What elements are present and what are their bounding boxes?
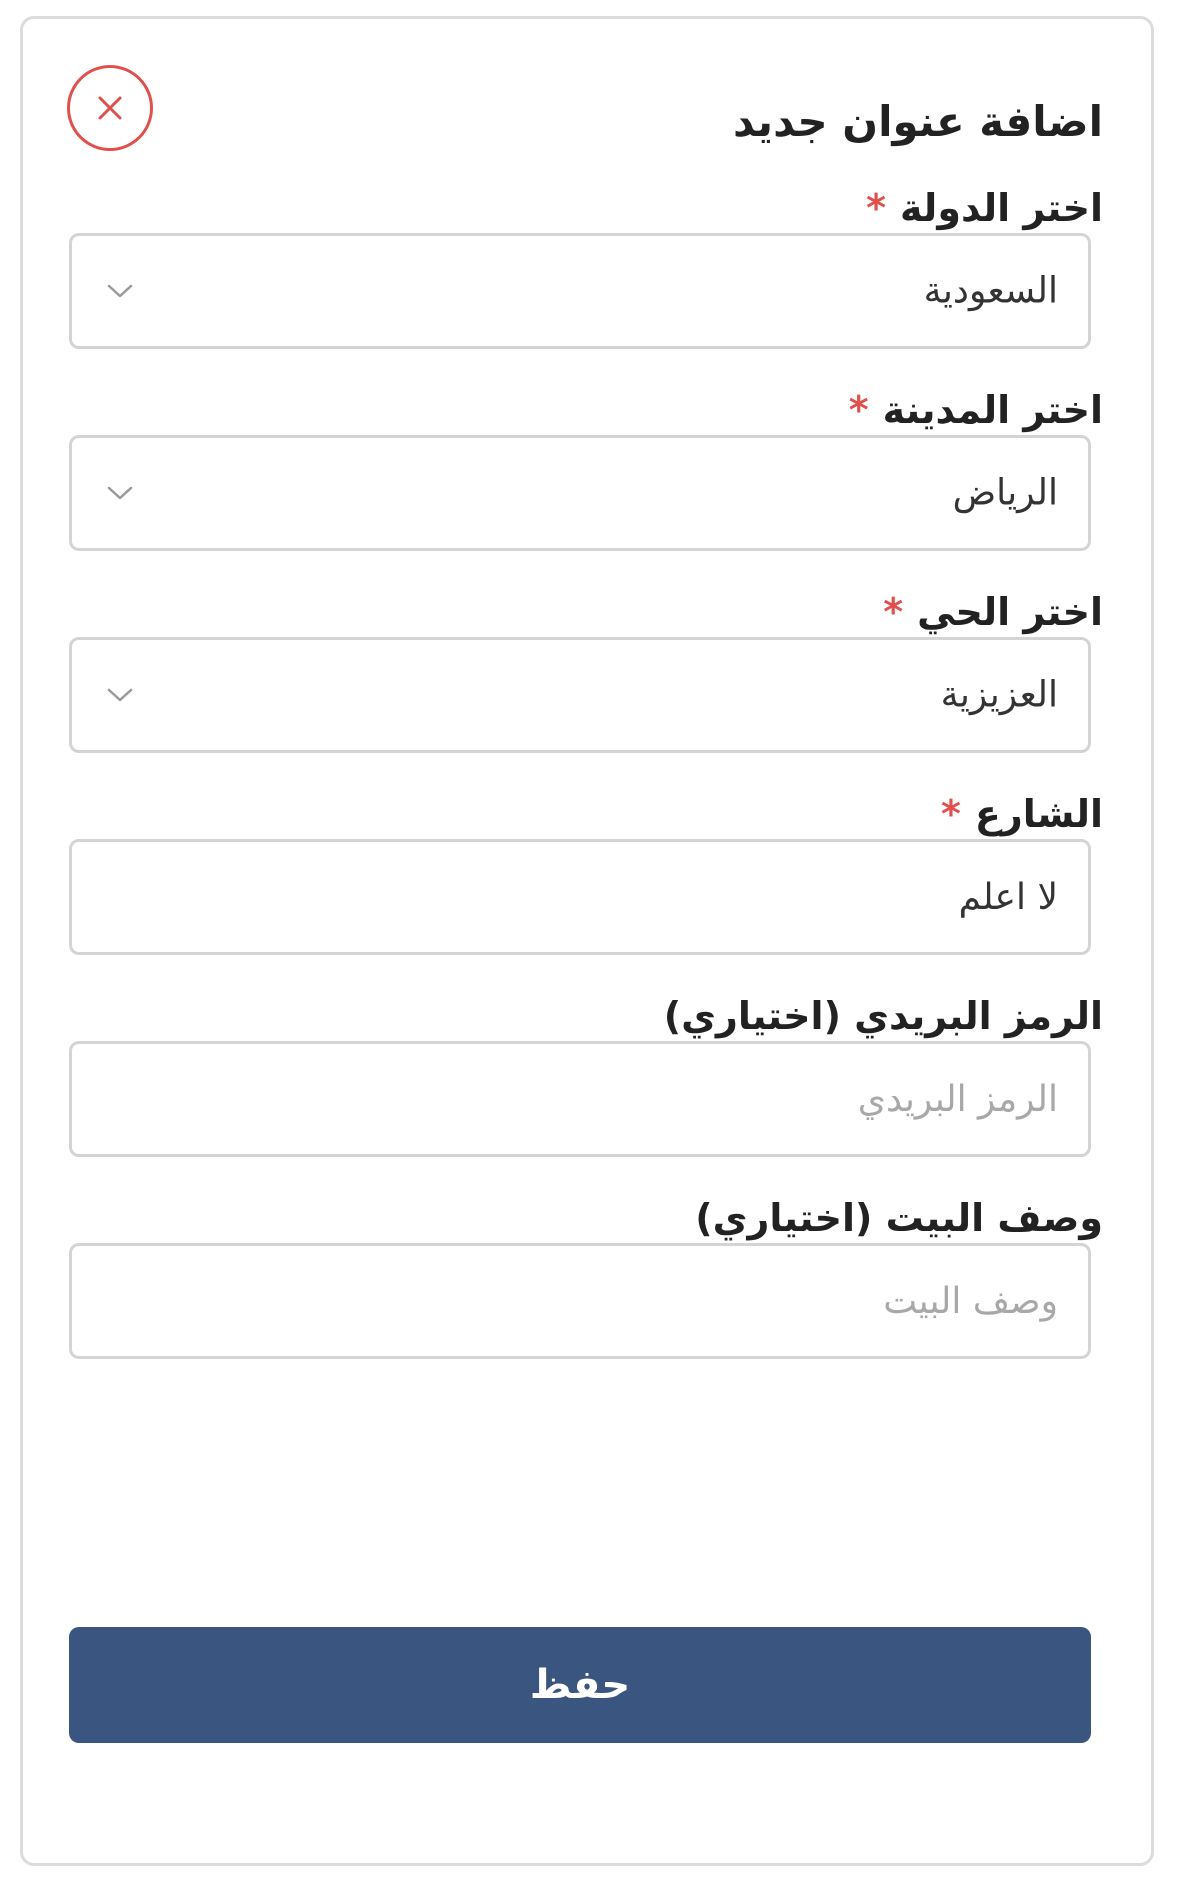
dialog-title: اضافة عنوان جديد: [733, 97, 1103, 146]
postal-code-field[interactable]: [69, 1041, 1091, 1157]
required-mark: *: [883, 590, 904, 634]
country-label-text: اختر الدولة: [900, 186, 1103, 230]
district-label: [883, 590, 1103, 634]
close-button[interactable]: [67, 65, 153, 151]
required-mark: *: [941, 792, 961, 836]
district-label-text: اختر الحي: [917, 590, 1103, 634]
postal-code-label: الرمز البريدي (اختياري): [663, 994, 1103, 1038]
chevron-down-icon: [106, 485, 134, 501]
city-select[interactable]: [69, 435, 1091, 551]
country-value: السعودية: [923, 270, 1058, 312]
save-button[interactable]: حفظ: [69, 1627, 1091, 1743]
required-mark: *: [848, 388, 869, 432]
house-description-input[interactable]: [72, 1246, 1088, 1356]
city-label-text: اختر المدينة: [882, 388, 1103, 432]
add-address-dialog: [20, 16, 1154, 1866]
street-input[interactable]: [72, 842, 1088, 952]
chevron-down-icon: [106, 283, 134, 299]
house-description-label: وصف البيت (اختياري): [695, 1196, 1103, 1240]
close-icon: [97, 95, 123, 121]
street-label: [941, 792, 1103, 836]
postal-code-input[interactable]: [72, 1044, 1088, 1154]
district-value: العزيزية: [940, 674, 1058, 716]
required-mark: *: [866, 186, 887, 230]
country-select[interactable]: [69, 233, 1091, 349]
house-description-field[interactable]: [69, 1243, 1091, 1359]
street-label-text: الشارع: [974, 792, 1103, 836]
city-value: الرياض: [952, 472, 1058, 514]
country-label: [866, 186, 1103, 230]
chevron-down-icon: [106, 687, 134, 703]
city-label: [848, 388, 1103, 432]
district-select[interactable]: [69, 637, 1091, 753]
street-field[interactable]: [69, 839, 1091, 955]
